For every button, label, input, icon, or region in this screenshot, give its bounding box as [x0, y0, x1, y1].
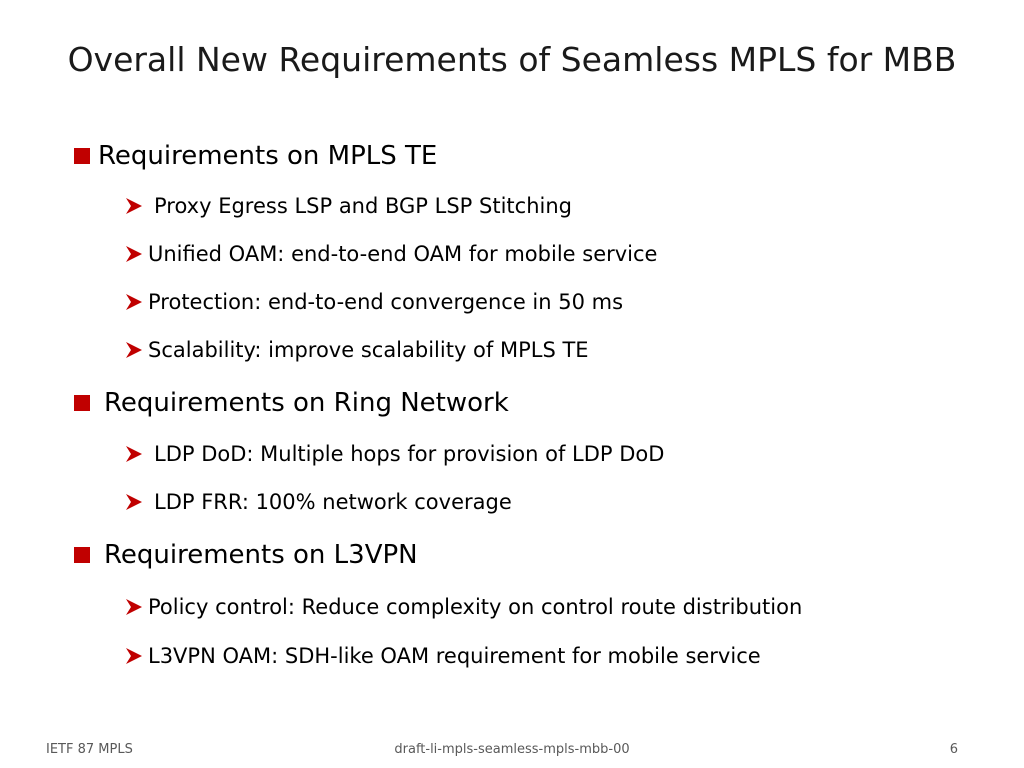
list-item — [124, 334, 589, 366]
arrowhead-bullet-icon — [124, 292, 144, 312]
section-heading-label: Requirements on Ring Network — [104, 388, 509, 418]
footer-left: IETF 87 MPLS — [46, 742, 133, 757]
square-bullet-icon — [74, 395, 90, 411]
arrowhead-bullet-icon — [124, 196, 144, 216]
arrowhead-bullet-icon — [124, 340, 144, 360]
arrowhead-bullet-icon — [124, 492, 144, 512]
footer-center: draft-li-mpls-seamless-mpls-mbb-00 — [394, 742, 630, 757]
list-item — [124, 238, 657, 270]
list-item-text: Policy control: Reduce complexity on control route distribution — [148, 595, 803, 619]
list-item — [124, 486, 512, 518]
list-item-text: L3VPN OAM: SDH-like OAM requirement for mobile service — [148, 644, 761, 668]
arrowhead-bullet-icon — [124, 646, 144, 666]
list-item — [124, 640, 761, 672]
list-item-text: Protection: end-to-end convergence in 50 ms — [148, 290, 624, 314]
list-item-text: Proxy Egress LSP and BGP LSP Stitching — [154, 194, 572, 218]
section-heading-ring-network — [74, 385, 509, 421]
section-heading-label: Requirements on MPLS TE — [98, 141, 438, 171]
list-item-text: LDP FRR: 100% network coverage — [154, 490, 512, 514]
list-item-text: LDP DoD: Multiple hops for provision of LDP DoD — [154, 442, 665, 466]
arrowhead-bullet-icon — [124, 244, 144, 264]
arrowhead-bullet-icon — [124, 597, 144, 617]
slide-number: 6 — [949, 742, 958, 757]
section-heading-mpls-te — [74, 138, 437, 174]
section-heading-label: Requirements on L3VPN — [104, 540, 418, 570]
square-bullet-icon — [74, 148, 90, 164]
list-item — [124, 591, 802, 623]
list-item — [124, 286, 623, 318]
square-bullet-icon — [74, 547, 90, 563]
list-item-text: Scalability: improve scalability of MPLS TE — [148, 338, 589, 362]
list-item-text: Unified OAM: end-to-end OAM for mobile service — [148, 242, 658, 266]
list-item — [124, 190, 572, 222]
arrowhead-bullet-icon — [124, 444, 144, 464]
slide-title: Overall New Requirements of Seamless MPLS for MBB — [67, 40, 957, 79]
list-item — [124, 438, 664, 470]
section-heading-l3vpn — [74, 537, 418, 573]
